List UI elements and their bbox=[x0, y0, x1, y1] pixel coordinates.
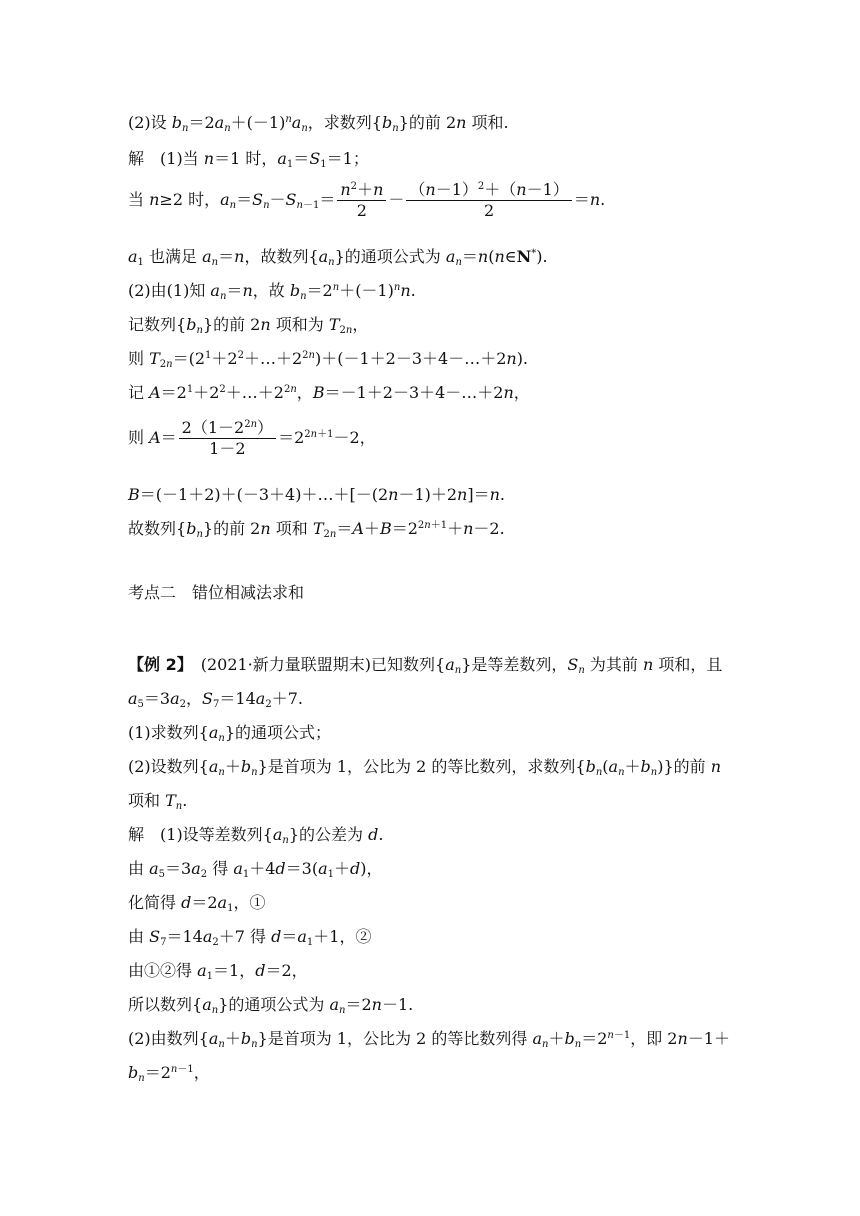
problem-part2: (2)设 $b_n=2a_n+(-1)^na_n$，求数列$\{b_n\}$的前 2n 项和. bbox=[128, 113, 509, 134]
example-line1: 【例 2】 (2021·新力量联盟期末)已知数列$\{a_n\}$是等差数列，$S_n$ 为其前 n 项和，且 bbox=[128, 655, 723, 676]
solution-step2: 当 n≥2 时，$a_n=S_n-S_{n-1}=$ $\frac{n^2+n}{2}$ － $\frac{(n-1)^2+(n-1)}{2}$ ＝n. bbox=[128, 180, 606, 220]
example-line2: $a_5=3a_2$，$S_7=14a_2+7$. bbox=[128, 689, 303, 710]
solution2-step8: $b_n=2^{n-1}$， bbox=[128, 1063, 210, 1084]
solution2-step3: 化简得 $d=2a_1$，① bbox=[128, 893, 266, 914]
solution-step7: 记 $A=2^1+2^2+\dots+2^{2n}$，B＝－1＋2－3＋4－…＋2n， bbox=[128, 383, 530, 402]
solution-step5: 记数列$\{b_n\}$的前 2n 项和为 $T_{2n}$， bbox=[128, 315, 369, 336]
solution2-step6: 所以数列$\{a_n\}$的通项公式为 $a_n=2n-1$. bbox=[128, 995, 414, 1016]
section-heading: 考点二 错位相减法求和 bbox=[128, 583, 305, 602]
solution2-step7: (2)由数列$\{a_n+b_n\}$是首项为 1，公比为 2 的等比数列得 $a_n+b_n=2^{n-1}$，即 2n－1＋ bbox=[128, 1029, 730, 1050]
solution2-step2: 由 $a_5=3a_2$ 得 $a_1+4d=3(a_1+d)$， bbox=[128, 859, 383, 880]
solution-step6: 则 $T_{2n}=(2^1+2^2+\dots+2^{2n})+(-1+2-3+4-\dots+2n)$. bbox=[128, 349, 529, 370]
example-line5: 项和 $T_n$. bbox=[128, 791, 188, 812]
solution-step10: 故数列$\{b_n\}$的前 2n 项和 $T_{2n}=A+B=2^{2n+1}+n-2$. bbox=[128, 519, 505, 540]
solution2-step5: 由①②得 $a_1=1$，d＝2， bbox=[128, 961, 308, 982]
solution-step1: 解 (1)当 n＝1 时，$a_1=S_1=1$； bbox=[128, 149, 369, 170]
solution-step3: $a_1$ 也满足 $a_n=n$，故数列$\{a_n\}$的通项公式为 $a_n=n(n\in N^*)$. bbox=[128, 247, 548, 268]
solution2-step4: 由 $S_7=14a_2+7$ 得 $d=a_1+1$，② bbox=[128, 927, 372, 948]
solution-step8: 则 A＝ $\frac{2(1-2^{2n})}{1-2}$ $=2^{2n+1}-2$， bbox=[128, 418, 376, 458]
example-line3: (1)求数列$\{a_n\}$的通项公式； bbox=[128, 723, 332, 744]
solution-step4: (2)由(1)知 $a_n=n$，故 $b_n=2^n+(-1)^nn$. bbox=[128, 281, 416, 302]
example-line4: (2)设数列$\{a_n+b_n\}$是首项为 1，公比为 2 的等比数列，求数列$\{b_n(a_n+b_n)\}$的前 n bbox=[128, 757, 722, 778]
solution2-step1: 解 (1)设等差数列$\{a_n\}$的公差为 d. bbox=[128, 825, 384, 846]
solution-step9: B＝(－1＋2)＋(－3＋4)＋…＋[－(2n－1)＋2n]＝n. bbox=[128, 485, 506, 504]
